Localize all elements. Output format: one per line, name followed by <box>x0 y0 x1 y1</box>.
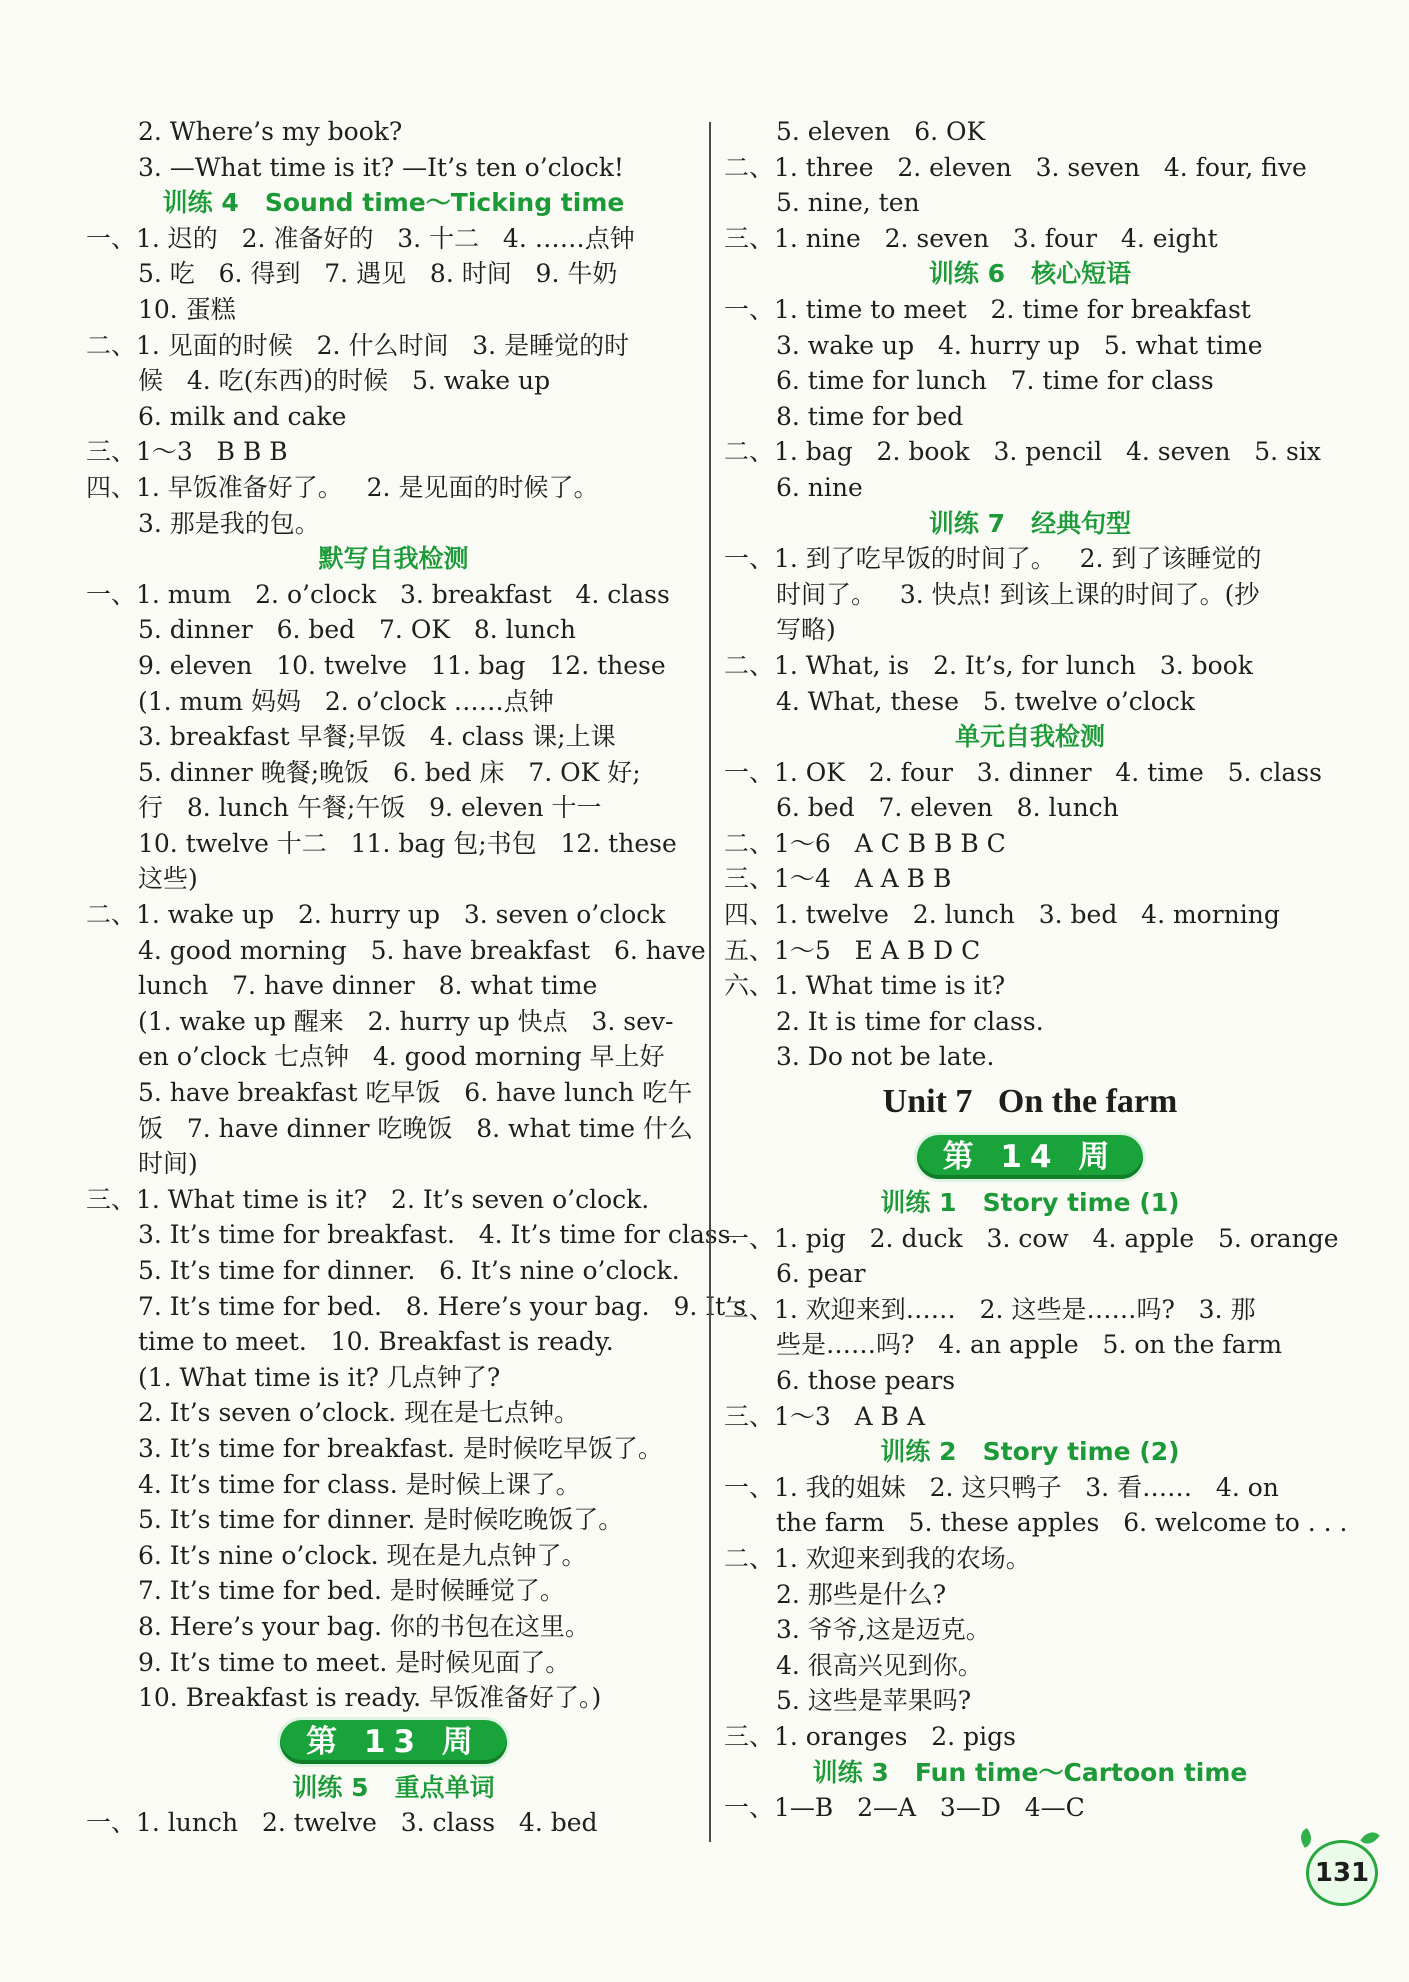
answer-line: 5. have breakfast 吃早饭 6. have lunch 吃午 <box>138 1078 693 1108</box>
section-heading: 训练 6 核心短语 <box>928 259 1132 289</box>
answer-line: 5. nine, ten <box>776 188 920 218</box>
answer-line: 4. good morning 5. have breakfast 6. have <box>138 935 706 965</box>
answer-line: 写略) <box>776 615 836 645</box>
answer-line: 3. 那是我的包。 <box>138 508 320 538</box>
answer-line: 4. It’s time for class. 是时候上课了。 <box>138 1469 581 1499</box>
answer-line: 10. twelve 十二 11. bag 包;书包 12. these <box>138 828 677 858</box>
answer-line: 8. Here’s your bag. 你的书包在这里。 <box>138 1611 590 1641</box>
answer-line: 一、1—B 2—A 3—D 4—C <box>724 1793 1085 1823</box>
left-column <box>86 114 746 1841</box>
answer-line: 二、1. 欢迎来到我的农场。 <box>724 1543 1031 1573</box>
answer-line: 一、1. time to meet 2. time for breakfast <box>724 294 1251 324</box>
answer-line: 10. 蛋糕 <box>138 294 236 324</box>
answer-line: lunch 7. have dinner 8. what time <box>138 971 598 1001</box>
answer-line: 5. 这些是苹果吗? <box>776 1686 972 1716</box>
answer-line: 3. 爷爷,这是迈克。 <box>776 1615 991 1645</box>
answer-line: 三、1～3 B B B <box>86 437 288 467</box>
week-banner <box>86 1716 701 1770</box>
answer-line: 4. What, these 5. twelve o’clock <box>776 686 1195 716</box>
answer-line: 二、1. bag 2. book 3. pencil 4. seven 5. six <box>724 437 1321 467</box>
answer-line: 5. dinner 6. bed 7. OK 8. lunch <box>138 615 576 645</box>
answer-line: 这些) <box>138 864 198 894</box>
answer-line: 三、1～3 A B A <box>724 1401 926 1431</box>
answer-line: 6. pear <box>776 1259 866 1289</box>
answer-line: 6. It’s nine o’clock. 现在是九点钟了。 <box>138 1540 587 1570</box>
answer-line: 3. breakfast 早餐;早饭 4. class 课;上课 <box>138 722 616 752</box>
leaf-decoration-icon <box>1360 1828 1379 1848</box>
answer-line: 一、1. mum 2. o’clock 3. breakfast 4. class <box>86 579 670 609</box>
section-heading: 训练 2 Story time (2) <box>880 1437 1180 1467</box>
answer-line: 行 8. lunch 午餐;午饭 9. eleven 十一 <box>138 793 602 823</box>
answer-line: 些是……吗? 4. an apple 5. on the farm <box>776 1330 1283 1360</box>
answer-line: 三、1. oranges 2. pigs <box>724 1721 1016 1751</box>
answer-line: 2. Where’s my book? <box>138 117 403 146</box>
answer-line: 6. bed 7. eleven 8. lunch <box>776 793 1119 823</box>
answer-line: 一、1. 我的姐妹 2. 这只鸭子 3. 看…… 4. on <box>724 1472 1279 1502</box>
answer-line: (1. What time is it? 几点钟了? <box>138 1362 501 1392</box>
answer-line: 5. It’s time for dinner. 是时候吃晚饭了。 <box>138 1505 624 1535</box>
answer-line: en o’clock 七点钟 4. good morning 早上好 <box>138 1042 665 1072</box>
answer-line: 2. It’s seven o’clock. 现在是七点钟。 <box>138 1398 580 1428</box>
answer-line: 时间了。 3. 快点! 到该上课的时间了。(抄 <box>776 579 1260 609</box>
week-banner <box>724 1131 1336 1185</box>
answer-line: 3. Do not be late. <box>776 1042 995 1072</box>
answer-line: 6. milk and cake <box>138 401 347 431</box>
answer-line: 五、1～5 E A B D C <box>724 935 981 965</box>
answer-line: 候 4. 吃(东西)的时候 5. wake up <box>138 366 551 396</box>
answer-line: 8. time for bed <box>776 401 964 431</box>
answer-line: 时间) <box>138 1149 198 1179</box>
answer-line: 6. nine <box>776 472 863 502</box>
answer-line: 3. wake up 4. hurry up 5. what time <box>776 330 1263 360</box>
answer-line: 二、1. What, is 2. It’s, for lunch 3. book <box>724 650 1253 680</box>
answer-line: (1. wake up 醒来 2. hurry up 快点 3. sev- <box>138 1006 674 1036</box>
answer-line: 6. time for lunch 7. time for class <box>776 366 1214 396</box>
answer-line: 四、1. 早饭准备好了。 2. 是见面的时候了。 <box>86 472 599 502</box>
answer-line: 4. 很高兴见到你。 <box>776 1650 983 1680</box>
answer-line: 饭 7. have dinner 吃晚饭 8. what time 什么 <box>138 1113 693 1143</box>
leaf-decoration-icon <box>1297 1828 1315 1848</box>
answer-line: 5. eleven 6. OK <box>776 117 986 146</box>
answer-line: 三、1. What time is it? 2. It’s seven o’clock. <box>86 1184 650 1214</box>
answer-line: 7. It’s time for bed. 是时候睡觉了。 <box>138 1576 565 1606</box>
answer-line: 9. It’s time to meet. 是时候见面了。 <box>138 1647 571 1677</box>
answer-line: 六、1. What time is it? <box>724 971 1006 1001</box>
answer-line: the farm 5. these apples 6. welcome to . . . <box>776 1508 1348 1538</box>
answer-line: 二、1. three 2. eleven 3. seven 4. four, five <box>724 152 1307 182</box>
answer-line: 10. Breakfast is ready. 早饭准备好了。) <box>138 1683 602 1713</box>
answer-line: 一、1. OK 2. four 3. dinner 4. time 5. class <box>724 757 1322 787</box>
answer-line: 二、1. wake up 2. hurry up 3. seven o’clock <box>86 900 666 930</box>
answer-line: 3. It’s time for breakfast. 4. It’s time for class. <box>138 1220 739 1250</box>
answer-line: 三、1～4 A A B B <box>724 864 952 894</box>
answer-line: 3. —What time is it? —It’s ten o’clock! <box>138 152 624 182</box>
answer-line: 2. It is time for class. <box>776 1006 1044 1036</box>
answer-line: 6. those pears <box>776 1366 956 1395</box>
section-heading: 训练 4 Sound time～Ticking time <box>162 188 625 218</box>
unit-title: Unit 7 On the farm <box>882 1083 1178 1121</box>
answer-line: 一、1. pig 2. duck 3. cow 4. apple 5. orange <box>724 1223 1339 1253</box>
answer-line: 一、1. 到了吃早饭的时间了。 2. 到了该睡觉的 <box>724 544 1262 574</box>
answer-line: 二、1～6 A C B B B C <box>724 828 1006 858</box>
section-heading: 单元自我检测 <box>954 722 1105 752</box>
answer-line: 3. It’s time for breakfast. 是时候吃早饭了。 <box>138 1433 663 1463</box>
answer-line: 5. 吃 6. 得到 7. 遇见 8. 时间 9. 牛奶 <box>138 259 618 289</box>
answer-line: 7. It’s time for bed. 8. Here’s your bag. 9. It’s <box>138 1291 746 1321</box>
answer-line: 二、1. 见面的时候 2. 什么时间 3. 是睡觉的时 <box>86 330 630 360</box>
answer-line: 5. dinner 晚餐;晚饭 6. bed 床 7. OK 好; <box>138 757 641 787</box>
answer-line: 二、1. 欢迎来到…… 2. 这些是……吗? 3. 那 <box>724 1294 1256 1324</box>
section-heading: 训练 5 重点单词 <box>292 1772 495 1802</box>
page-number: 131 <box>1306 1840 1378 1906</box>
section-heading: 训练 3 Fun time～Cartoon time <box>812 1757 1248 1787</box>
answer-line: 2. 那些是什么? <box>776 1579 947 1609</box>
answer-line: 5. It’s time for dinner. 6. It’s nine o’clock. <box>138 1256 680 1285</box>
column-divider <box>709 122 711 1842</box>
answer-line: time to meet. 10. Breakfast is ready. <box>138 1327 614 1357</box>
answer-line: 一、1. 迟的 2. 准备好的 3. 十二 4. ……点钟 <box>86 223 635 253</box>
section-heading: 默写自我检测 <box>318 544 469 574</box>
answer-line: 三、1. nine 2. seven 3. four 4. eight <box>724 223 1218 253</box>
answer-line: 一、1. lunch 2. twelve 3. class 4. bed <box>86 1808 598 1838</box>
answer-line: (1. mum 妈妈 2. o’clock ……点钟 <box>138 686 554 716</box>
week-label: 第 14 周 <box>917 1135 1144 1179</box>
week-label: 第 13 周 <box>280 1720 507 1764</box>
answer-line: 四、1. twelve 2. lunch 3. bed 4. morning <box>724 900 1280 930</box>
answer-line: 9. eleven 10. twelve 11. bag 12. these <box>138 650 666 680</box>
section-heading: 训练 1 Story time (1) <box>880 1188 1180 1218</box>
right-column <box>724 114 1348 1826</box>
section-heading: 训练 7 经典句型 <box>928 508 1132 538</box>
